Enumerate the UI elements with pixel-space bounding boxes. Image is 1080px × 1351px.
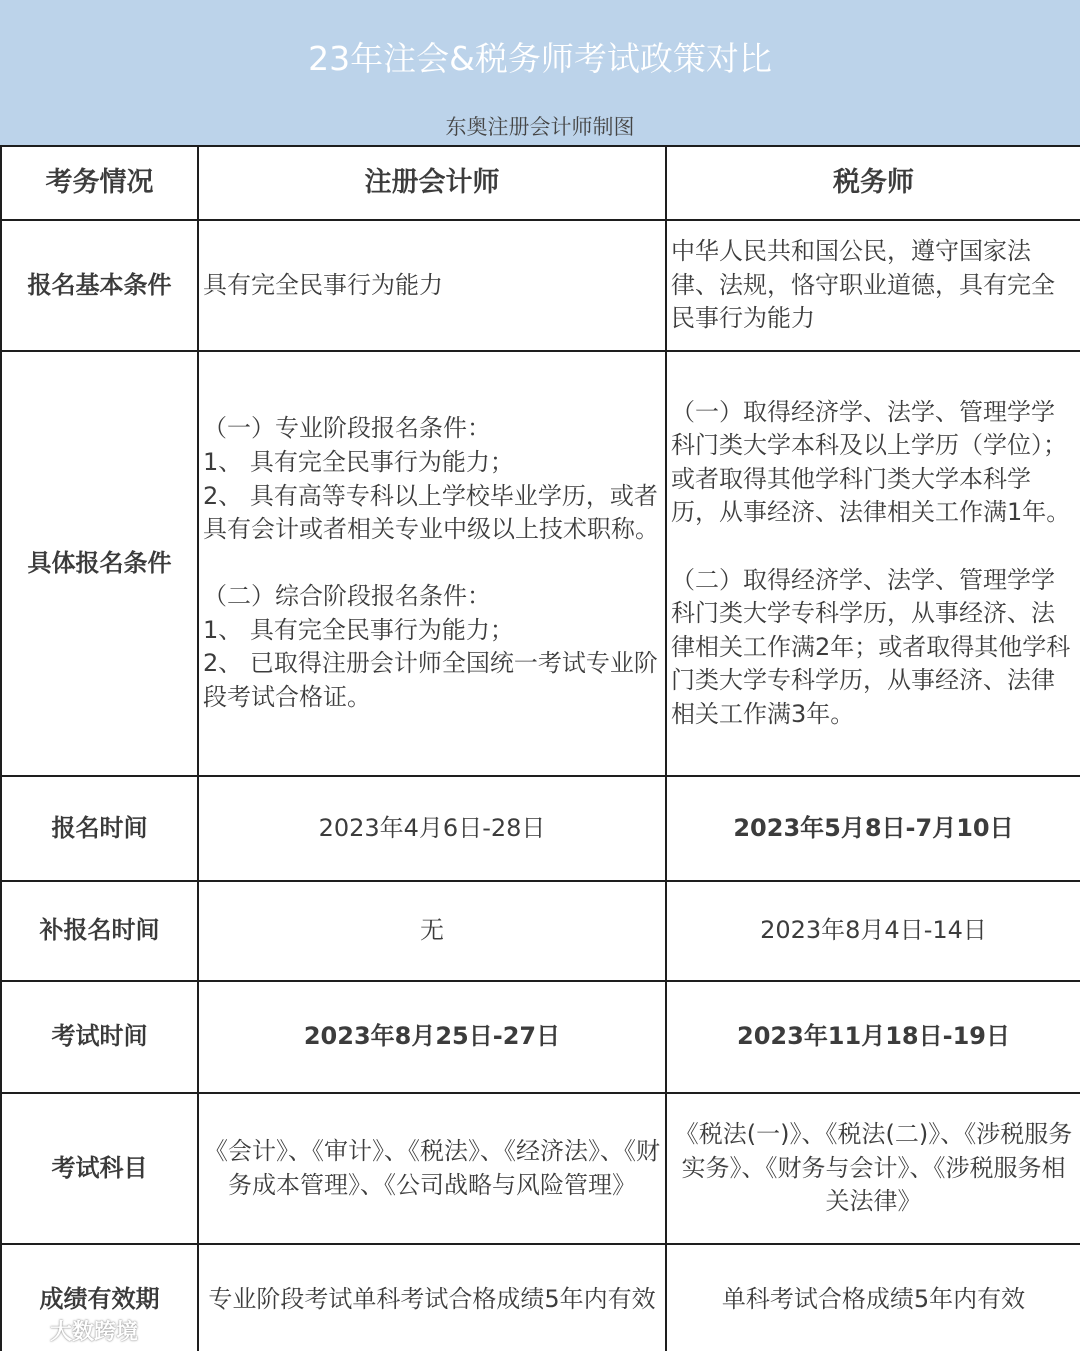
row-label: 考试科目 [1,1093,198,1244]
row-label: 补报名时间 [1,881,198,981]
tax-cell: （一）取得经济学、法学、管理学学科门类大学本科及以上学历（学位）；或者取得其他学科门类大学本科学历，从事经济、法律相关工作满1年。 （二）取得经济学、法学、管理学学科门类大学专科学历，从事经济、法律相关工作满2年；或者取得其他学科门类大学专科学历，从事经济、法律相关工作满3年。 [666,351,1080,776]
table-row [1,1244,1080,1351]
table-row [1,881,1080,981]
column-header-category: 考务情况 [1,146,198,220]
watermark-text: 大数跨境 [50,1319,139,1345]
column-header-tax: 税务师 [666,146,1080,220]
table-row [1,351,1080,776]
table-row [1,220,1080,351]
cpa-cell: （一）专业阶段报名条件： 1、 具有完全民事行为能力； 2、 具有高等专科以上学校毕业学历，或者具有会计或者相关专业中级以上技术职称。 （二）综合阶段报名条件： 1、 具有完全民事行为能力； 2、 已取得注册会计师全国统一考试专业阶段考试合格证。 [198,351,666,776]
row-label: 报名基本条件 [1,220,198,351]
table-row [1,1093,1080,1244]
cpa-cell: 无 [198,881,666,981]
cpa-cell: 《会计》、《审计》、《税法》、《经济法》、《财务成本管理》、《公司战略与风险管理》 [198,1093,666,1244]
comparison-table [0,145,1080,1351]
tax-cell: 单科考试合格成绩5年内有效 [666,1244,1080,1351]
cpa-cell: 专业阶段考试单科考试合格成绩5年内有效 [198,1244,666,1351]
row-label: 具体报名条件 [1,351,198,776]
tax-cell: 中华人民共和国公民，遵守国家法律、法规，恪守职业道德，具有完全民事行为能力 [666,220,1080,351]
cpa-cell: 具有完全民事行为能力 [198,220,666,351]
page-title: 23年注会&税务师考试政策对比 [308,39,772,78]
table-row [1,776,1080,881]
table-header-row [1,146,1080,220]
row-label: 成绩有效期 [1,1244,198,1351]
tax-cell: 2023年8月4日-14日 [666,881,1080,981]
tax-cell: 2023年11月18日-19日 [666,981,1080,1093]
row-label: 考试时间 [1,981,198,1093]
tax-cell: 《税法(一)》、《税法(二)》、《涉税服务实务》、《财务与会计》、《涉税服务相关法律》 [666,1093,1080,1244]
watermark [8,1313,138,1347]
logo-icon [8,1313,50,1347]
table-row [1,981,1080,1093]
cpa-cell: 2023年4月6日-28日 [198,776,666,881]
page-subtitle: 东奥注册会计师制图 [445,115,635,139]
cpa-cell: 2023年8月25日-27日 [198,981,666,1093]
column-header-cpa: 注册会计师 [198,146,666,220]
tax-cell: 2023年5月8日-7月10日 [666,776,1080,881]
row-label: 报名时间 [1,776,198,881]
page-header [0,0,1080,145]
